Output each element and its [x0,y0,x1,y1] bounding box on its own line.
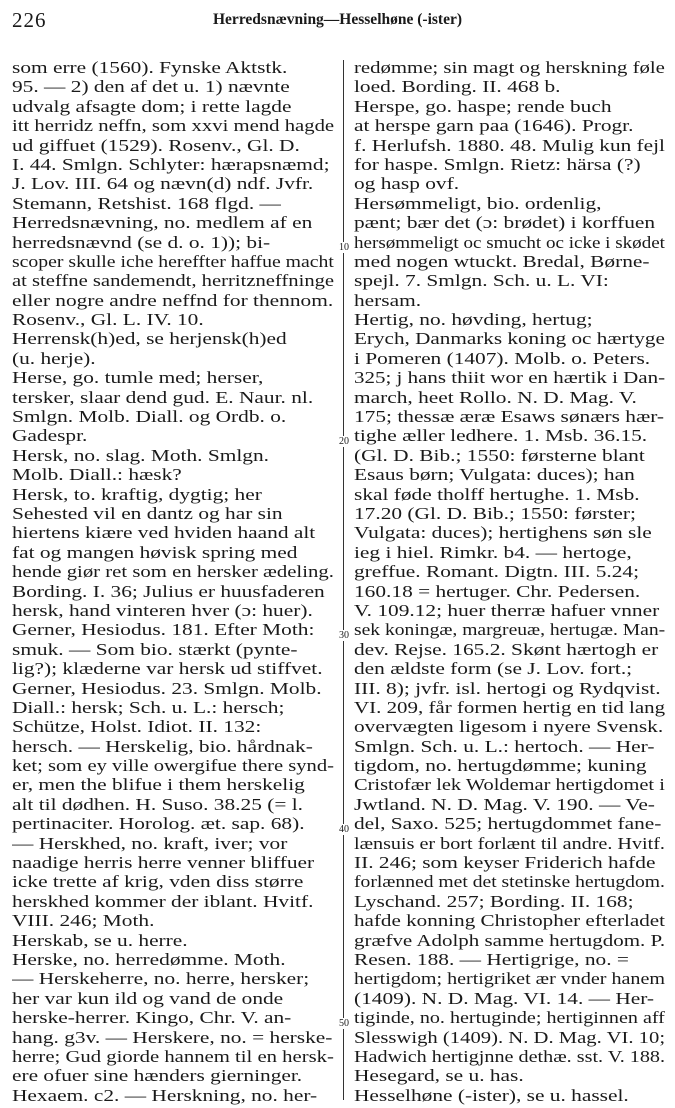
text-line: I. 44. Smlgn. Schlyter: hærapsnæmd; [12,154,330,174]
text-line: Hersk, to. kraftig, dygtig; her [12,484,262,504]
text-line: Slesswigh (1409). N. D. Mag. VI. 10; [354,1027,665,1047]
text-line: Bording. I. 36; Julius er huusfaderen [12,581,325,601]
text-line: dev. Rejse. 165.2. Skønt hærtogh er [354,639,659,659]
text-line: pertinaciter. Horolog. æt. sap. 68). [12,814,305,834]
text-line: er, men the blifue i them herskelig [12,775,305,795]
text-line: hersch. — Herskelig, bio. hårdnak- [12,736,313,756]
text-line: hersam. [354,290,422,310]
text-line: ere ofuer sine hænders gierninger. [12,1066,303,1086]
page-number: 226 [12,8,47,32]
text-line: Jwtland. N. D. Mag. V. 190. — Ve- [354,794,655,814]
left-column [12,58,334,1105]
text-line: Herskab, se u. herre. [12,930,188,950]
text-line: itt herridz neffn, som xxvi mend hagde [12,116,334,136]
text-line: for haspe. Smlgn. Rietz: härsa (?) [354,154,641,174]
line-number-marker: 20 [336,436,352,447]
text-line: Hexaem. c2. — Herskning, no. her- [12,1085,318,1105]
text-line: herredsnævnd (se d. o. 1)); bi- [12,232,271,252]
text-line: herske-herrer. Kingo, Chr. V. an- [12,1008,292,1028]
text-line: tighe æller ledhere. 1. Msb. 36.15. [354,426,648,446]
text-line: at steffne sandemendt, herritzneffninge [12,271,334,291]
text-line: Herspe, go. haspe; rende buch [354,96,612,116]
text-line: spejl. 7. Smlgn. Sch. u. L. VI: [354,271,609,291]
text-line: V. 109.12; huer therræ hafuer vnner [354,600,660,620]
text-line: hertigdom; hertigriket ær vnder hanem [354,969,665,989]
text-line: Erych, Danmarks koning oc hærtyge [354,329,665,349]
text-line: Gadespr. [12,426,88,446]
text-line: Hesegard, se u. has. [354,1066,524,1086]
text-line: naadige herris herre venner bliffuer [12,853,315,873]
text-line: Schütze, Holst. Idiot. II. 132: [12,717,262,737]
text-line: Smlgn. Sch. u. L.: hertoch. — Her- [354,736,655,756]
line-number-marker: 10 [336,242,352,253]
text-line: med nogen wtuckt. Bredal, Børne- [354,251,650,271]
text-line: Gerner, Hesiodus. 181. Efter Moth: [12,620,315,640]
text-line: som erre (1560). Fynske Aktstk. [12,58,288,77]
text-line: skal føde tholff hertughe. 1. Msb. [354,484,640,504]
text-line: — Herskeherre, no. herre, hersker; [12,969,310,989]
text-line: sek koningæ, margreuæ, hertugæ. Man- [354,620,665,640]
text-line: Diall.: hersk; Sch. u. L.: hersch; [12,697,285,717]
column-divider [343,60,344,1100]
text-line: Stemann, Retshist. 168 flgd. — [12,193,281,213]
text-line: ket; som ey ville owergifue there synd- [12,756,334,776]
text-line: græfve Adolph samme hertugdom. P. [354,930,665,950]
text-line: hafde konning Christopher efterladet [354,911,665,931]
text-line: ud giffuet (1529). Rosenv., Gl. D. [12,135,300,155]
text-line: pænt; bær det (ɔ: brødet) i korffuen [354,213,656,233]
text-line: Hersk, no. slag. Moth. Smlgn. [12,445,270,465]
text-line: smuk. — Som bio. stærkt (pynte- [12,639,298,659]
text-line: Lyschand. 257; Bording. II. 168; [354,891,634,911]
text-line: her var kun ild og vand de onde [12,988,284,1008]
text-line: eller nogre andre neffnd for thennom. [12,290,334,310]
text-line: tigdom, no. hertugdømme; kuning [354,756,647,776]
text-line: — Herskhed, no. kraft, iver; vor [12,833,288,853]
text-line: tersker, slaar dend gud. E. Naur. nl. [12,387,314,407]
text-line: Molb. Diall.: hæsk? [12,465,182,485]
text-line: herskhed kommer der iblant. Hvitf. [12,891,314,911]
text-line: loed. Bording. II. 468 b. [354,77,561,97]
text-line: f. Herlufsh. 1880. 48. Mulig kun fejl [354,135,665,155]
text-line: icke trette af krig, vden diss større [12,872,304,892]
text-line: ieg i hiel. Rimkr. b4. — hertoge, [354,542,632,562]
text-line: hende giør ret som en hersker ædeling. [12,562,334,582]
text-line: herre; Gud giorde hannem til en hersk- [12,1046,334,1066]
text-line: overvægten ligesom i nyere Svensk. [354,717,664,737]
text-line: 325; j hans thiit wor en hærtik i Dan- [354,368,665,388]
text-line: hersømmeligt oc smucht oc icke i skødet [354,232,665,252]
right-column [354,58,665,1105]
text-line: den ældste form (se J. Lov. fort.; [354,659,633,679]
text-line: 17.20 (Gl. D. Bib.; 1550: førster; [354,503,636,523]
line-number-marker: 50 [336,1018,352,1029]
text-line: hiertens kiære ved hviden haand alt [12,523,316,543]
text-line: Hertig, no. høvding, hertug; [354,310,593,330]
text-line: tiginde, no. hertuginde; hertiginnen aff [354,1008,665,1028]
text-line: Resen. 188. — Hertigrige, no. = [354,949,629,969]
running-title: Herredsnævning—Hesselhøne (-ister) [213,11,462,28]
text-line: 95. — 2) den af det u. 1) nævnte [12,77,290,97]
text-line: og hasp ovf. [354,174,460,194]
text-line: Hadwich hertigjnne dethæ. sst. V. 188. [354,1046,665,1066]
text-line: udvalg afsagte dom; i rette lagde [12,96,292,116]
text-line: fat og mangen høvisk spring med [12,542,298,562]
text-line: lig?); klæderne var hersk ud stiffvet. [12,659,323,679]
text-line: scoper skulle iche hereffter haffue macht [12,251,334,271]
text-line: del, Saxo. 525; hertugdommet fane- [354,814,662,834]
text-line: Herske, no. herredømme. Moth. [12,949,286,969]
text-line: march, heet Rollo. N. D. Mag. V. [354,387,637,407]
text-line: alt til dødhen. H. Suso. 38.25 (= l. [12,794,304,814]
text-line: VIII. 246; Moth. [12,911,155,931]
text-line: J. Lov. III. 64 og nævn(d) ndf. Jvfr. [12,174,314,194]
line-number-marker: 30 [336,630,352,641]
text-line: hersk, hand vinteren hver (ɔ: huer). [12,600,313,620]
text-line: forlænned met det stetinske hertugdom. [354,872,665,892]
text-line: (Gl. D. Bib.; 1550: førsterne blant [354,445,645,465]
text-line: Herredsnævning, no. medlem af en [12,213,313,233]
text-line: at herspe garn paa (1646). Progr. [354,116,634,136]
running-header [0,0,675,40]
text-line: redømme; sin magt og herskning føle [354,58,665,77]
text-line: lænsuis er bort forlænt til andre. Hvitf. [354,833,665,853]
text-line: III. 8); jvfr. isl. hertogi og Rydqvist. [354,678,661,698]
text-line: Herse, go. tumle med; herser, [12,368,264,388]
text-line: II. 246; som keyser Friderich hafde [354,853,656,873]
text-line: Smlgn. Molb. Diall. og Ordb. o. [12,407,287,427]
text-line: VI. 209, får formen hertig en tid lang [354,697,665,717]
text-line: (u. herje). [12,348,96,368]
text-line: Vulgata: duces); hertighens søn sle [354,523,652,543]
text-line: Esaus børn; Vulgata: duces); han [354,465,635,485]
text-line: Herrensk(h)ed, se herjensk(h)ed [12,329,287,349]
text-line: i Pomeren (1407). Molb. o. Peters. [354,348,651,368]
text-line: 160.18 = hertuger. Chr. Pedersen. [354,581,641,601]
text-line: Sehested vil en dantz og har sin [12,503,283,523]
text-line: 175; thessæ æræ Esaws sønærs hær- [354,407,665,427]
text-line: Gerner, Hesiodus. 23. Smlgn. Molb. [12,678,322,698]
text-line: Hesselhøne (-ister), se u. hassel. [354,1085,629,1105]
text-line: hang. g3v. — Herskere, no. = herske- [12,1027,333,1047]
text-line: greffue. Romant. Digtn. III. 5.24; [354,562,640,582]
line-number-marker: 40 [336,824,352,835]
text-line: Cristofær lek Woldemar hertigdomet i [354,775,665,795]
text-line: Rosenv., Gl. L. IV. 10. [12,310,204,330]
text-line: Hersømmeligt, bio. ordenlig, [354,193,602,213]
text-line: (1409). N. D. Mag. VI. 14. — Her- [354,988,655,1008]
